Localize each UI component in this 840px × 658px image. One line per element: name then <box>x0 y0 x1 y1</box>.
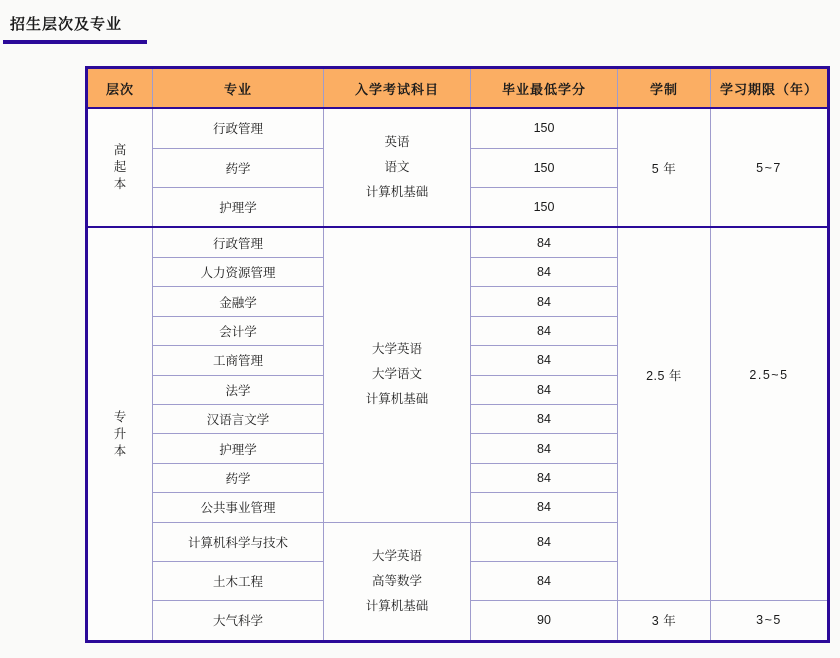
admissions-table <box>85 66 830 643</box>
major-cell: 会计学 <box>153 316 324 345</box>
exam-subjects-cell <box>324 108 471 227</box>
credits-cell: 84 <box>471 227 618 257</box>
exam-subject: 大学语文 <box>371 367 422 382</box>
exam-subject: 语文 <box>384 160 410 175</box>
credits-cell: 150 <box>471 187 618 227</box>
level-char: 高 <box>113 143 127 158</box>
major-cell: 人力资源管理 <box>153 257 324 286</box>
level-cell <box>87 227 153 641</box>
table-row <box>87 227 829 257</box>
credits-cell: 84 <box>471 405 618 434</box>
major-cell: 计算机科学与技术 <box>153 522 324 561</box>
credits-cell: 150 <box>471 148 618 187</box>
col-header-exam-subjects: 入学考试科目 <box>324 68 471 109</box>
table-row <box>87 522 829 561</box>
col-header-level: 层次 <box>87 68 153 109</box>
major-cell: 行政管理 <box>153 108 324 148</box>
exam-subject: 计算机基础 <box>365 598 429 613</box>
credits-cell: 84 <box>471 522 618 561</box>
credits-cell: 84 <box>471 375 618 404</box>
major-cell: 公共事业管理 <box>153 493 324 522</box>
col-header-major: 专业 <box>153 68 324 109</box>
period-cell: 5~7 <box>711 108 829 227</box>
major-cell: 工商管理 <box>153 346 324 375</box>
period-cell: 3~5 <box>711 600 829 641</box>
major-cell: 法学 <box>153 375 324 404</box>
level-char: 专 <box>113 409 127 424</box>
credits-cell: 150 <box>471 108 618 148</box>
duration-cell: 5 年 <box>618 108 711 227</box>
credits-cell: 84 <box>471 257 618 286</box>
title-underline <box>3 40 147 44</box>
level-cell <box>87 108 153 227</box>
table-body <box>87 108 829 642</box>
credits-cell: 84 <box>471 287 618 316</box>
exam-subjects-cell <box>324 227 471 522</box>
credits-cell: 84 <box>471 346 618 375</box>
col-header-study-period: 学习期限（年） <box>711 68 829 109</box>
credits-cell: 84 <box>471 463 618 492</box>
page-title: 招生层次及专业 <box>10 16 123 33</box>
credits-cell: 84 <box>471 493 618 522</box>
credits-cell: 90 <box>471 600 618 641</box>
major-cell: 护理学 <box>153 434 324 463</box>
period-cell: 2.5~5 <box>711 227 829 522</box>
major-cell: 药学 <box>153 148 324 187</box>
level-char: 升 <box>113 426 127 441</box>
col-header-min-credits: 毕业最低学分 <box>471 68 618 109</box>
major-cell: 土木工程 <box>153 561 324 600</box>
exam-subject: 大学英语 <box>371 342 422 357</box>
major-cell: 护理学 <box>153 187 324 227</box>
filler-cell <box>618 522 711 600</box>
level-char: 本 <box>113 443 127 458</box>
major-cell: 药学 <box>153 463 324 492</box>
major-cell: 行政管理 <box>153 227 324 257</box>
credits-cell: 84 <box>471 316 618 345</box>
duration-cell: 3 年 <box>618 600 711 641</box>
exam-subjects-cell <box>324 522 471 641</box>
header-row <box>87 68 829 109</box>
exam-subject: 计算机基础 <box>365 392 429 407</box>
level-char: 本 <box>113 177 127 192</box>
level-char: 起 <box>113 160 127 175</box>
exam-subject: 计算机基础 <box>365 185 429 200</box>
col-header-duration: 学制 <box>618 68 711 109</box>
credits-cell: 84 <box>471 434 618 463</box>
filler-cell <box>711 522 829 600</box>
exam-subject: 英语 <box>384 135 410 150</box>
duration-cell: 2.5 年 <box>618 227 711 522</box>
major-cell: 金融学 <box>153 287 324 316</box>
credits-cell: 84 <box>471 561 618 600</box>
table-row <box>87 108 829 148</box>
major-cell: 汉语言文学 <box>153 405 324 434</box>
exam-subject: 大学英语 <box>371 548 422 563</box>
exam-subject: 高等数学 <box>371 573 422 588</box>
major-cell: 大气科学 <box>153 600 324 641</box>
